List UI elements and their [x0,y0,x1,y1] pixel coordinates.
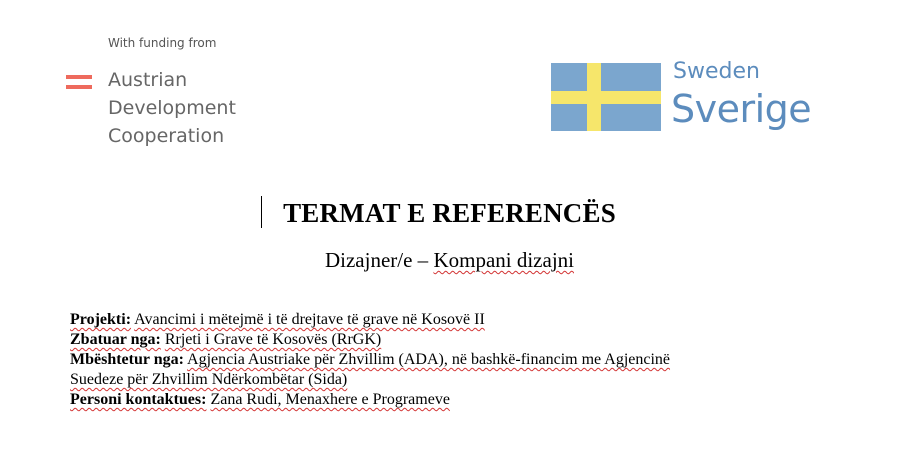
implemented-label: Zbatuar nga: [70,331,161,348]
project-row [70,310,870,330]
austria-flag-icon [66,75,92,89]
project-label: Projekti: [70,311,132,328]
sweden-logo [551,59,841,143]
implemented-row [70,330,870,350]
supported-value-line2: Suedeze për Zhvillim Ndërkombëtar (Sida) [70,371,348,388]
supported-label: Mbështetur nga: [70,351,184,368]
ada-funding-text: With funding from [108,36,217,50]
project-info [70,310,870,410]
ada-line-cooperation: Cooperation [108,125,225,147]
contact-value: Zana Rudi, Menaxhere e Programeve [210,391,450,408]
document-title: TERMAT E REFERENCËS [283,198,616,228]
project-value: Avancimi i mëtejmë i të drejtave të grave në Kosovë II [134,311,485,328]
ada-line-austrian: Austrian [108,69,188,91]
ada-name [108,66,236,150]
sweden-flag-icon [551,63,661,131]
supported-row [70,350,870,370]
contact-row [70,390,870,410]
ada-line-development: Development [108,97,236,119]
contact-label: Personi kontaktues: [70,391,207,408]
supported-row-cont [70,370,870,390]
ada-logo [66,36,266,148]
sweden-name-sv: Sverige [671,87,812,131]
implemented-value: Rrjeti i Grave të Kosovës (RrGK) [164,331,382,348]
supported-value-line1: Agjencia Austriake për Zhvillim (ADA), në bashkë-financim me Agjencinë [187,351,671,368]
subtitle-part-2: Kompani dizajni [433,248,574,272]
sweden-name-en: Sweden [673,59,760,84]
subtitle-part-1: Dizajner/e – [324,248,434,272]
document-subtitle [0,248,899,273]
